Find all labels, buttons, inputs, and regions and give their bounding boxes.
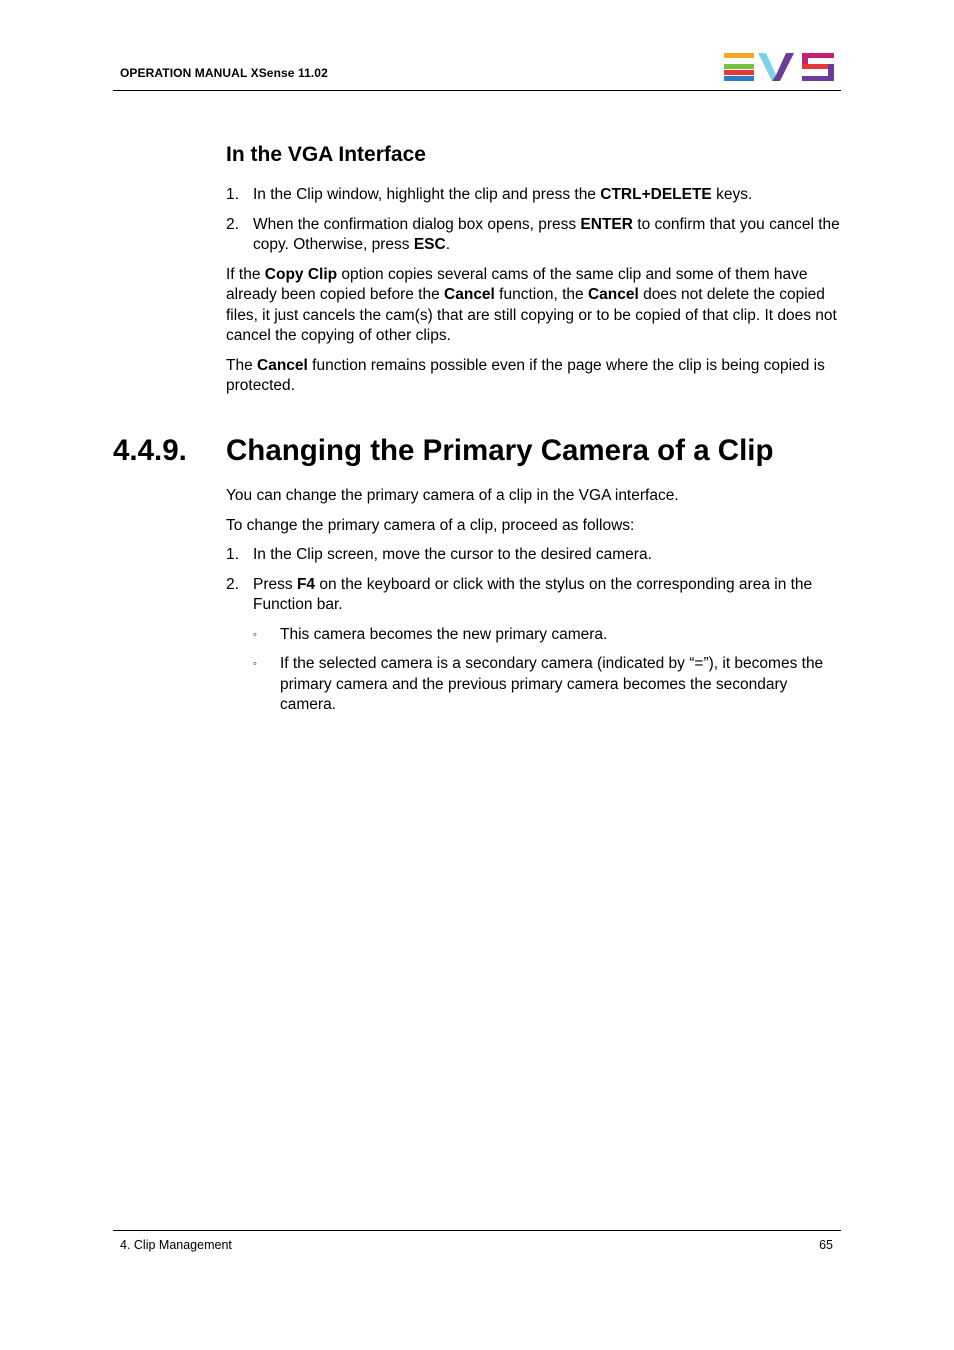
primary-camera-section: [226, 486, 842, 725]
camera-step-1: [226, 545, 842, 566]
key-esc: ESC: [413, 236, 446, 253]
key-enter: ENTER: [580, 215, 633, 233]
evs-logo: [724, 52, 836, 82]
logo-e-bar-top: [724, 53, 754, 58]
logo-s-bottom: [802, 76, 834, 81]
term-copy-clip: Copy Clip: [264, 265, 338, 283]
bullet-item-1: [253, 625, 842, 646]
vga-step-2: [226, 215, 842, 256]
bullet-text: If the selected camera is a secondary camera (indicated by “=”), it becomes the primary camera and the previous primary camera becomes the secondary camera.: [280, 655, 824, 713]
vga-heading: In the VGA Interface: [226, 143, 426, 166]
footer-rule: [113, 1230, 841, 1231]
intro-paragraph-2: To change the primary camera of a clip, proceed as follows:: [226, 516, 635, 534]
step-text: In the Clip window, highlight the clip and press the CTRL+DELETE keys.: [253, 186, 753, 203]
step-text: Press F4 on the keyboard or click with the stylus on the corresponding area in the Function bar.: [253, 575, 813, 613]
vga-section: [226, 142, 842, 406]
logo-e-bar-bottom: [724, 76, 754, 81]
footer-chapter: 4. Clip Management: [120, 1238, 232, 1252]
step-text: In the Clip screen, move the cursor to the desired camera.: [253, 546, 652, 563]
step-number: 1.: [226, 546, 239, 563]
camera-step-2: [226, 575, 842, 616]
key-ctrl-delete: CTRL+DELETE: [600, 186, 712, 203]
intro-paragraph-1: You can change the primary camera of a clip in the VGA interface.: [226, 487, 679, 504]
term-cancel: Cancel: [257, 356, 308, 374]
key-f4: F4: [296, 575, 316, 593]
step-number: 1.: [226, 186, 239, 203]
logo-v-right: [772, 53, 794, 81]
cancel-paragraph: The Cancel function remains possible even if the page where the clip is being copied is protected.: [226, 356, 825, 394]
bullet-item-2: [253, 654, 842, 716]
step-number: 2.: [226, 575, 239, 593]
section-heading: [113, 432, 841, 470]
step-number: 2.: [226, 215, 239, 233]
logo-e-bar-middle: [724, 64, 754, 69]
step-text: When the confirmation dialog box opens, press ENTER to confirm that you cancel the copy. Otherwise, press ESC.: [253, 215, 840, 253]
term-cancel: Cancel: [444, 286, 495, 303]
section-title: Changing the Primary Camera of a Clip: [226, 434, 774, 467]
bullet-marker: ◦: [253, 628, 257, 641]
vga-step-1: [226, 185, 842, 206]
header-rule: [113, 90, 841, 91]
term-cancel: Cancel: [587, 286, 639, 303]
bullet-marker: ◦: [253, 658, 257, 670]
footer-page-number: 65: [819, 1238, 833, 1252]
running-header-title: OPERATION MANUAL XSense 11.02: [120, 66, 328, 80]
copy-clip-paragraph: If the Copy Clip option copies several cams of the same clip and some of them have already been copied before the Cancel function, the Cancel does not delete the copied files, it just cancels the cam(s) that are still copying or to be copied of that clip. It does not cancel the copying of other clips.: [226, 265, 837, 344]
bullet-text: This camera becomes the new primary camera.: [280, 625, 608, 643]
section-number: 4.4.9.: [113, 434, 187, 467]
logo-e-bar-lower: [724, 70, 754, 75]
logo-v-left: [758, 53, 776, 81]
